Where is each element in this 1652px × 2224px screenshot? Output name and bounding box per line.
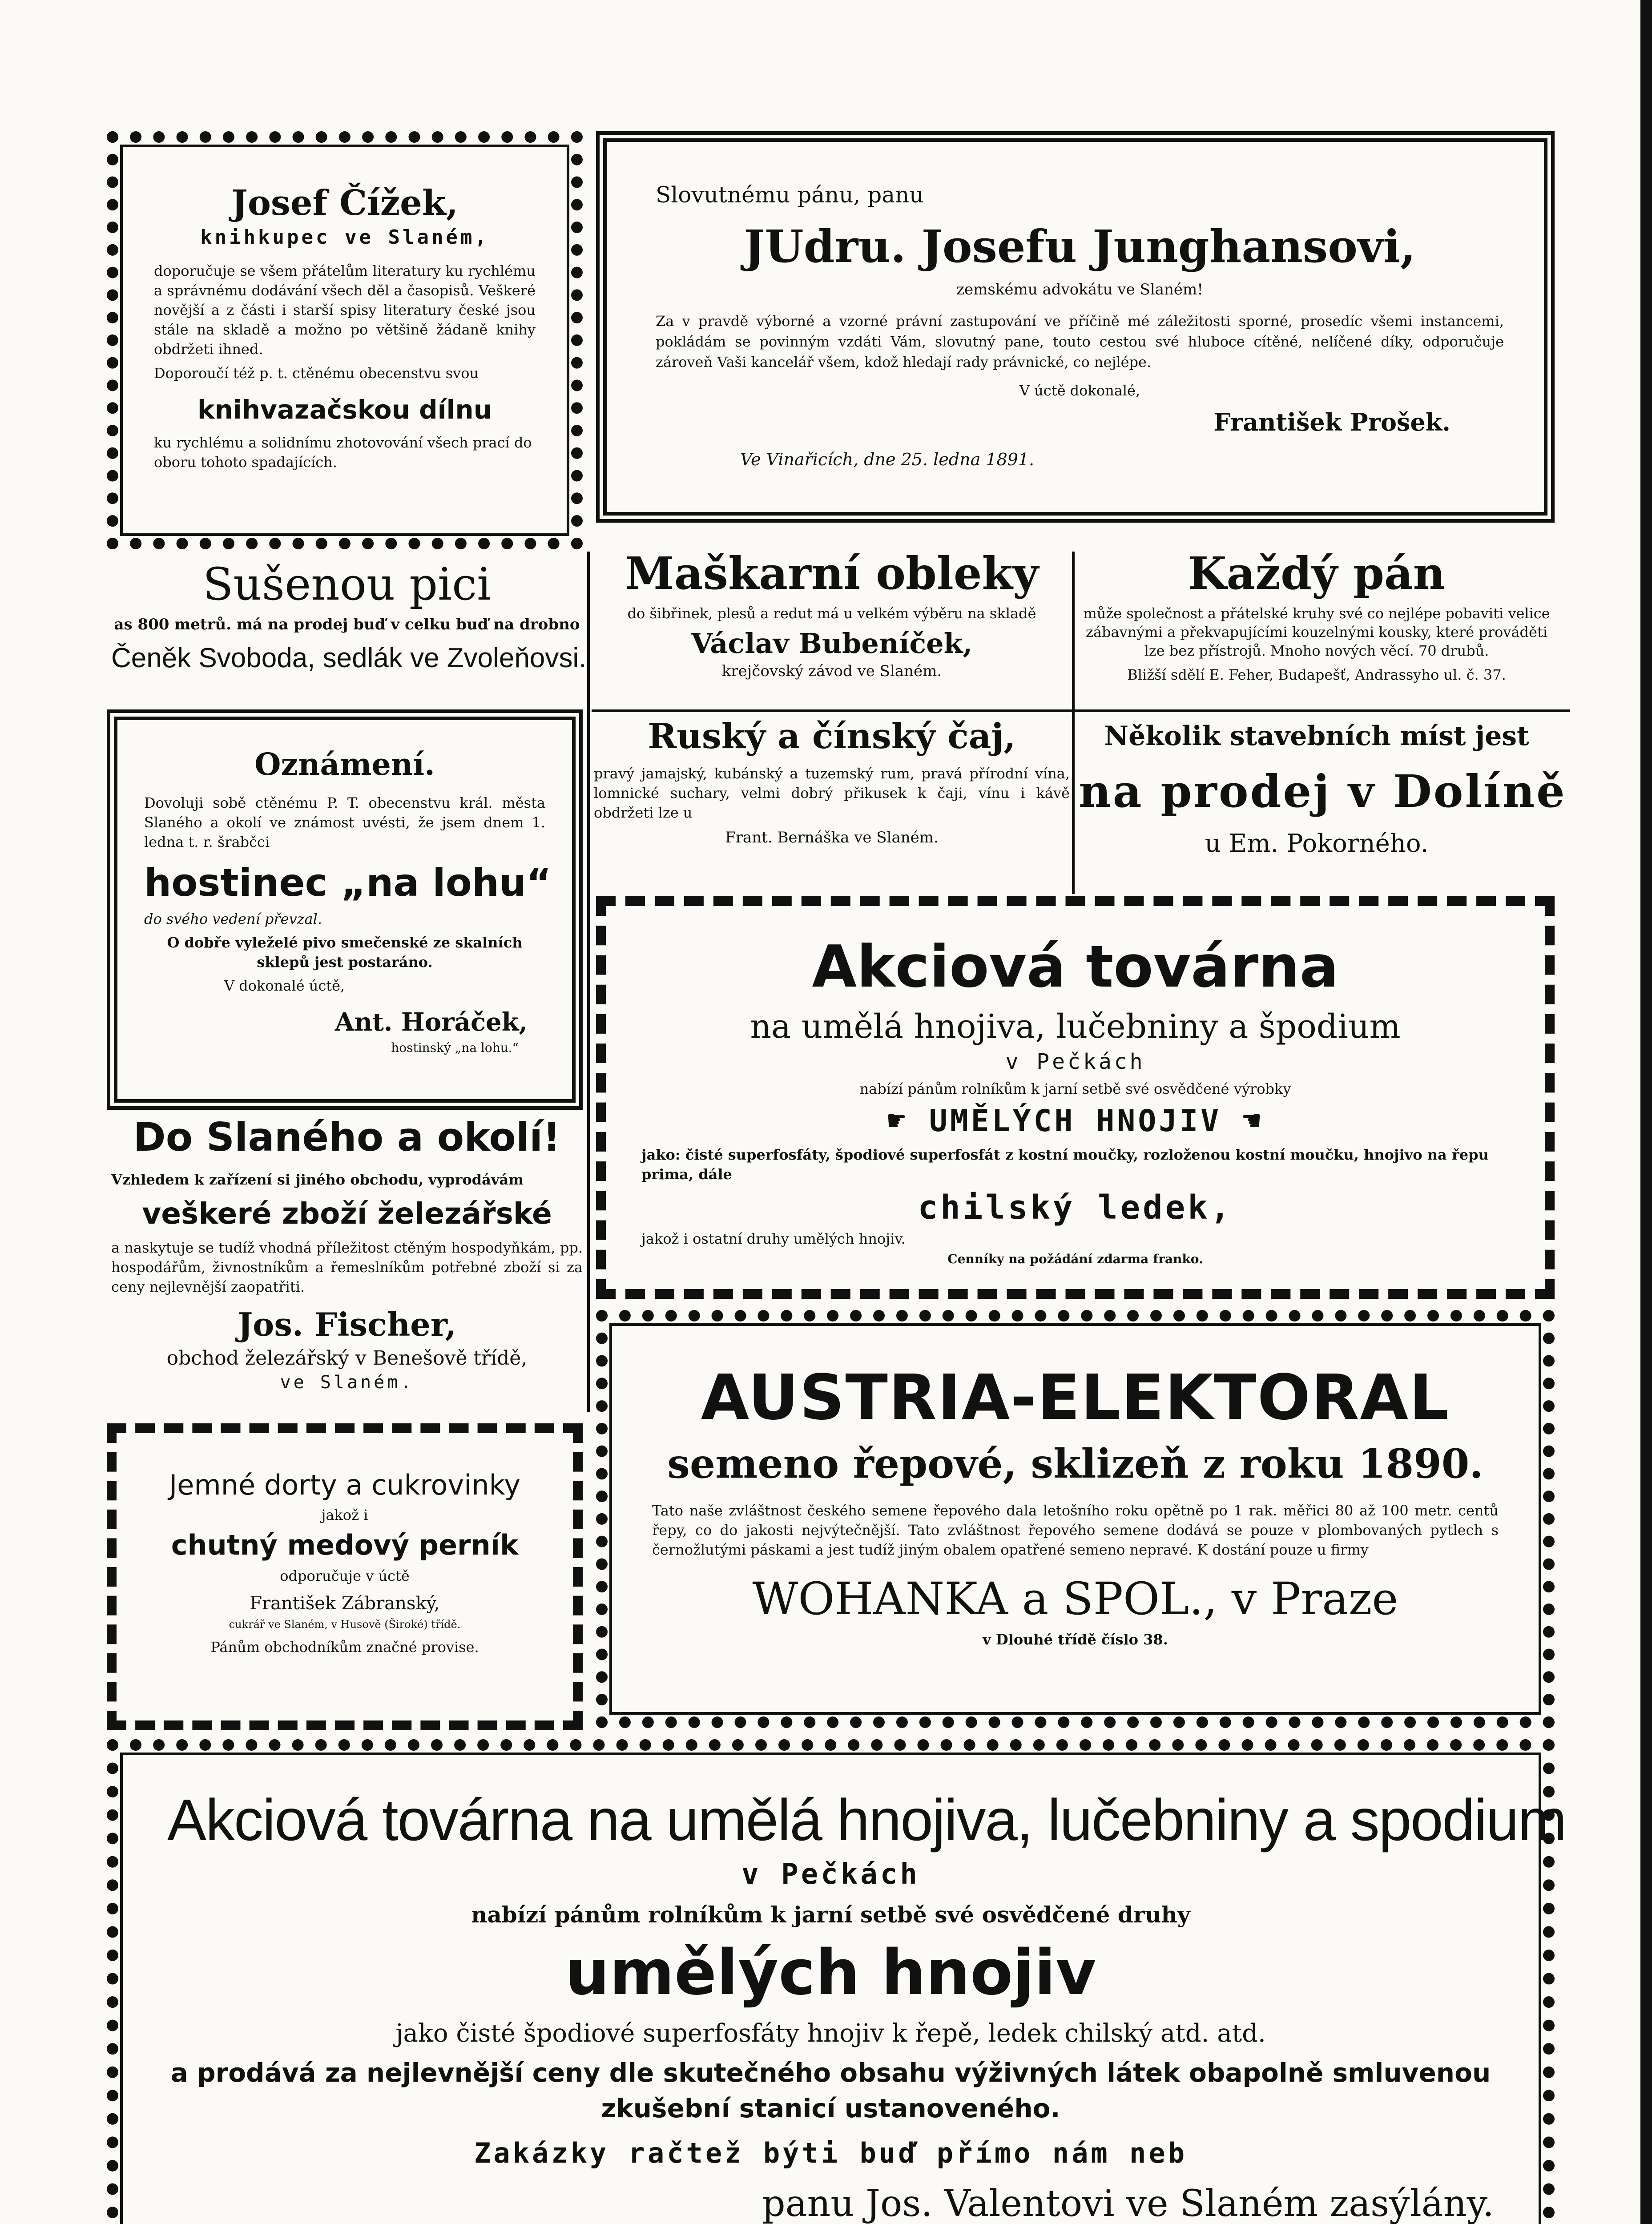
row-rule-1 [592, 709, 1570, 712]
ad-peckach-big [107, 1739, 1566, 2224]
ad-bubenicek-body: do šibřinek, plesů a redut má u velkém výběru na skladě [627, 605, 1036, 622]
ad-svoboda [111, 558, 587, 705]
ad-junghans-role: zemskému advokátu ve Slaném! [956, 281, 1203, 298]
ad-bernaska-title: Ruský a čínský čaj, [648, 716, 1016, 757]
ad-zabransky-line2: jakož i [321, 1507, 368, 1523]
ad-fischer-goods: veškeré zboží železářské [142, 1197, 552, 1231]
ad-horacek-beer: O dobře vyleželé pivo smečenské ze skalních sklepů jest postaráno. [167, 934, 523, 971]
ad-feher-title: Každý pán [1188, 547, 1446, 600]
ad-pokorny-line3: u Em. Pokorného. [1205, 829, 1429, 858]
ad-horacek-venue-note: do svého vedení převzal. [144, 911, 322, 927]
ad-wohanka-firm: WOHANKA a SPOL., v Praze [752, 1573, 1398, 1625]
ad-pokorny-line1: Několik stavebních míst jest [1104, 721, 1529, 752]
ad-svoboda-seller: Čeněk Svoboda, sedlák ve Zvoleňovsi. [111, 643, 587, 673]
ad-peckach-small-place: v Pečkách [1005, 1049, 1145, 1074]
page-edge-bar [1640, 0, 1652, 2224]
ad-feher [1079, 547, 1555, 707]
ad-junghans-place-date: Ve Vinařicích, dne 25. ledna 1891. [740, 450, 1035, 469]
ad-junghans-body: Za v pravdě výborné a vzorné právní zastupování ve příčině mé záležitosti sporné, prosedíc všemi instancemi, pokládám se povinným vzdáti Vám, slovutný pane, touto cestou své hluboce cítěné, nelíčené díky, odporučuje zároveň Vaši kancelář všem, kdož hledají rady právnické, co nejlépe. [656, 313, 1504, 371]
ad-cizek-body: doporučuje se všem přátelům literatury ku rychlému a správnému dodávání všech děl a časopisů. Veškeré novější a z části i starší spisy literatury české jsou stále na skladě a možno po většině žádaně knihy obdržeti ihned. [154, 262, 536, 358]
ad-svoboda-body: as 800 metrů. má na prodej buď v celku buď na drobno [114, 616, 580, 633]
ad-bubenicek-title: Maškarní obleky [625, 547, 1039, 600]
ad-bernaska-body: pravý jamajský, kubánský a tuzemský rum, pravá přírodní vína, lomnické suchary, velmi dobrý přikusek k čaji, vínu i kávě obdržeti lze u [594, 765, 1070, 821]
ad-zabransky-line4: odporučuje v úctě [280, 1567, 410, 1584]
ad-horacek-closing: V dokonalé úctě, [224, 977, 345, 994]
ad-peckach-small-title: Akciová továrna [812, 933, 1339, 1000]
ad-peckach-big-agent: panu Jos. Valentovi ve Slaném zasýlány. [762, 2183, 1494, 2224]
ad-fischer-intro: Vzhledem k zařízení si jiného obchodu, vyprodávám [111, 1171, 524, 1188]
ad-fischer-title: Do Slaného a okolí! [133, 1114, 561, 1160]
ad-peckach-small-product [641, 1104, 1509, 1139]
ad-peckach-big-offer: nabízí pánům rolníkům k jarní setbě své osvědčené druhy [471, 1902, 1190, 1928]
ad-junghans-greeting: Slovutnému pánu, panu [656, 182, 924, 208]
ad-fischer [111, 1114, 583, 1417]
ad-zabransky-name: František Zábranský, [250, 1593, 440, 1614]
ad-peckach-big-product: umělých hnojiv [565, 1937, 1096, 2009]
ad-junghans-name: JUdru. Josefu Junghansovi, [744, 220, 1416, 273]
column-rule-mid [1072, 552, 1075, 894]
ad-bubenicek-name: Václav Bubeníček, [691, 627, 973, 660]
ad-peckach-small-detail: jako: čisté superfosfáty, špodiové superfosfát z kostní moučky, rozloženou kostní moučku, hnojivo na řepu prima, dále [641, 1146, 1489, 1183]
ad-peckach-big-body: a prodává za nejlevnější ceny dle skutečného obsahu výživných látek obapolně smluvenou zkušební stanicí ustanoveného. [170, 2058, 1491, 2123]
ad-peckach-small-price: Cenníky na požádání zdarma franko. [947, 1252, 1203, 1266]
ad-junghans-signature: František Prošek. [1213, 408, 1451, 436]
ad-wohanka-body: Tato naše zvláštnost českého semene řepového dala letošního roku opětně po 1 rak. měřici 80 až 100 metr. centů řepy, co do jakosti nejvýtečnější. Tato zvláštnost řepového semene dodává se pouze v plombovaných pytlech s černožlutými páskami a jest tudíž jiným obalem opatřené semeno nepravé. K dostání pouze u firmy [652, 1502, 1499, 1558]
ad-peckach-small-more: jakož i ostatní druhy umělých hnojiv. [641, 1230, 906, 1247]
ad-fischer-body: a naskytuje se tudíž vhodná příležitost ctěným hospodyňkám, pp. hospodářům, živnostníkům a řemeslníkům potřebné zboží si za ceny nejlevnější zaopatřiti. [111, 1239, 583, 1295]
pointing-hand-icon: ☛ [887, 1104, 929, 1139]
ad-zabransky-role: cukrář ve Slaném, v Husově (Široké) třídě. [229, 1618, 461, 1631]
ad-peckach-small-product-text: UMĚLÝCH HNOJIV [929, 1104, 1222, 1139]
ad-bernaska [594, 716, 1070, 894]
ad-junghans [596, 131, 1555, 523]
ad-junghans-closing: V úctě dokonalé, [1019, 382, 1140, 399]
ad-cizek-footer: ku rychlému a solidnímu zhotovování všech prací do oboru tohoto spadajících. [154, 434, 532, 471]
ad-horacek-venue: hostinec „na lohu“ [144, 861, 552, 905]
ad-feher-body: může společnost a přátelské kruhy své co nejlépe pobaviti velice zábavnými a překvapujícími kouzelnými kousky, které prováděti lze bez přístrojů. Mnoho nových věcí. 70 drubů. [1083, 605, 1550, 659]
ad-peckach-big-detail: jako čisté špodiové superfosfáty hnojiv k řepě, ledek chilský atd. atd. [395, 2019, 1266, 2048]
ad-bubenicek [594, 547, 1070, 707]
ad-zabransky-line3: chutný medový perník [171, 1529, 519, 1561]
ad-horacek-name: Ant. Horáček, [334, 1007, 528, 1037]
ad-fischer-name: Jos. Fischer, [238, 1305, 456, 1343]
ad-peckach-big-orders: Zakázky račtež býti buď přímo nám neb [474, 2137, 1188, 2169]
pointing-hand-left-icon: ☚ [1221, 1104, 1263, 1139]
ad-pokorny [1079, 721, 1567, 894]
ad-cizek-trade: knihkupec ve Slaném, [200, 226, 489, 249]
ad-peckach-small-offer: nabízí pánům rolníkům k jarní setbě své osvědčené výrobky [859, 1080, 1291, 1097]
ad-horacek-intro: Dovoluji sobě ctěnému P. T. obecenstvu král. města Slaného a okolí ve známost uvésti, že jsem dnem 1. ledna t. r. šrabčci [144, 794, 545, 850]
ad-cizek-workshop: knihvazačskou dílnu [197, 395, 492, 425]
ad-horacek-role: hostinský „na lohu.“ [391, 1040, 519, 1055]
column-rule-left [587, 552, 590, 1412]
ad-pokorny-line2: na prodej v Dolíně [1079, 765, 1567, 818]
ad-fischer-shop: obchod železářský v Benešově třídě, [166, 1347, 528, 1370]
ad-zabransky-line1: Jemné dorty a cukrovinky [169, 1469, 521, 1501]
ad-cizek-name: Josef Čížek, [231, 183, 458, 223]
ad-bernaska-seller: Frant. Bernáška ve Slaném. [725, 829, 939, 846]
ad-fischer-town: ve Slaném. [280, 1372, 414, 1393]
ad-feher-contact: Bližší sdělí E. Feher, Budapešť, Andrassyho ul. č. 37. [1127, 666, 1506, 683]
ad-horacek-title: Oznámení. [254, 747, 435, 782]
ad-svoboda-title: Sušenou pici [202, 558, 492, 610]
ad-zabransky [107, 1423, 583, 1730]
ad-peckach-big-place: v Pečkách [741, 1858, 920, 1891]
ad-cizek [107, 131, 583, 549]
ad-wohanka [596, 1310, 1555, 1728]
ad-peckach-big-title: Akciová továrna na umělá hnojiva, lučebniny a spodium [167, 1787, 1566, 1853]
ad-horacek [107, 709, 583, 1110]
ad-wohanka-address: v Dlouhé třídě číslo 38. [983, 1631, 1168, 1648]
ad-wohanka-title: AUSTRIA-ELEKTORAL [701, 1362, 1450, 1434]
ad-peckach-small-nitrate: chilský ledek, [918, 1189, 1233, 1227]
ad-peckach-small-sub: na umělá hnojiva, lučebniny a špodium [750, 1007, 1401, 1046]
ad-peckach-small [596, 896, 1555, 1299]
ad-zabransky-note: Pánům obchodníkům značné provise. [210, 1639, 479, 1656]
ad-bubenicek-trade: krejčovský závod ve Slaném. [721, 662, 942, 680]
ad-wohanka-sub: semeno řepové, sklizeň z roku 1890. [667, 1440, 1483, 1487]
ad-cizek-line2: Doporoučí též p. t. ctěnému obecenstvu svou [154, 365, 479, 382]
